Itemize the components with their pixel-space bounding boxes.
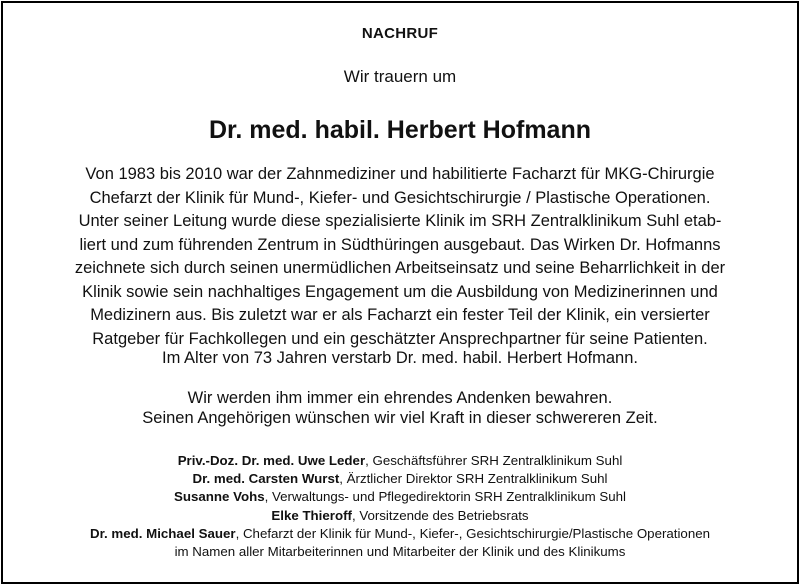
- signer-line: [3, 470, 797, 488]
- body-line: zeichnete sich durch seinen unermüdlichen Arbeitseinsatz und seine Beharrlichkeit in der: [74, 259, 726, 277]
- body-line: Chefarzt der Klinik für Mund-, Kiefer- und Gesichtschirurgie / Plastische Operationen.: [89, 188, 711, 207]
- signer-name: Susanne Vohs: [173, 489, 265, 505]
- body-line: liert und zum führenden Zentrum in Südthüringen ausgebaut. Das Wirken Dr. Hofmanns: [79, 235, 721, 254]
- obituary-notice: [1, 1, 799, 584]
- signers-block: [3, 452, 797, 561]
- age-line: Im Alter von 73 Jahren verstarb Dr. med. habil. Herbert Hofmann.: [162, 349, 638, 367]
- closing-text: [3, 388, 797, 428]
- body-line: Ratgeber für Fachkollegen und ein geschätzter Ansprechpartner für seine Patienten.: [92, 329, 708, 348]
- body-line: Unter seiner Leitung wurde diese spezialisierte Klinik im SRH Zentralklinikum Suhl etab-: [78, 212, 722, 230]
- signer-role: , Chefarzt der Klinik für Mund-, Kiefer-, Gesichtschirurgie/Plastische Operationen: [235, 525, 711, 541]
- closing-line: Wir werden ihm immer ein ehrendes Andenken bewahren.: [187, 389, 613, 407]
- signer-name: Priv.-Doz. Dr. med. Uwe Leder: [177, 453, 366, 468]
- signer-role: , Ärztlicher Direktor SRH Zentralklinikum Suhl: [339, 471, 608, 487]
- body-line: Klinik sowie sein nachhaltiges Engagement um die Ausbildung von Medizinerinnen und: [82, 282, 718, 301]
- deceased-name: Dr. med. habil. Herbert Hofmann: [208, 116, 591, 144]
- signers-footer: im Namen aller Mitarbeiterinnen und Mitarbeiter der Klinik und des Klinikums: [174, 544, 626, 560]
- notice-header: NACHRUF: [361, 25, 439, 42]
- signer-role: , Verwaltungs- und Pflegedirektorin SRH Zentralklinikum Suhl: [264, 489, 627, 505]
- body-text: [17, 163, 783, 351]
- signer-line: [3, 507, 797, 525]
- signer-name: Dr. med. Michael Sauer: [89, 525, 236, 541]
- closing-line: Seinen Angehörigen wünschen wir viel Kraft in dieser schwereren Zeit.: [142, 409, 658, 427]
- signer-line: [3, 452, 797, 470]
- signer-name: Elke Thieroff: [271, 507, 352, 523]
- intro-text: Wir trauern um: [343, 67, 457, 86]
- signer-name: Dr. med. Carsten Wurst: [192, 471, 340, 487]
- signer-line: [3, 488, 797, 506]
- signer-role: , Vorsitzende des Betriebsrats: [351, 507, 529, 523]
- body-line: Medizinern aus. Bis zuletzt war er als Facharzt ein fester Teil der Klinik, ein versierter: [90, 306, 710, 324]
- signer-role: , Geschäftsführer SRH Zentralklinikum Suhl: [365, 453, 623, 468]
- body-line: Von 1983 bis 2010 war der Zahnmediziner und habilitierte Facharzt für MKG-Chirurgie: [85, 165, 715, 183]
- signer-line: [3, 525, 797, 543]
